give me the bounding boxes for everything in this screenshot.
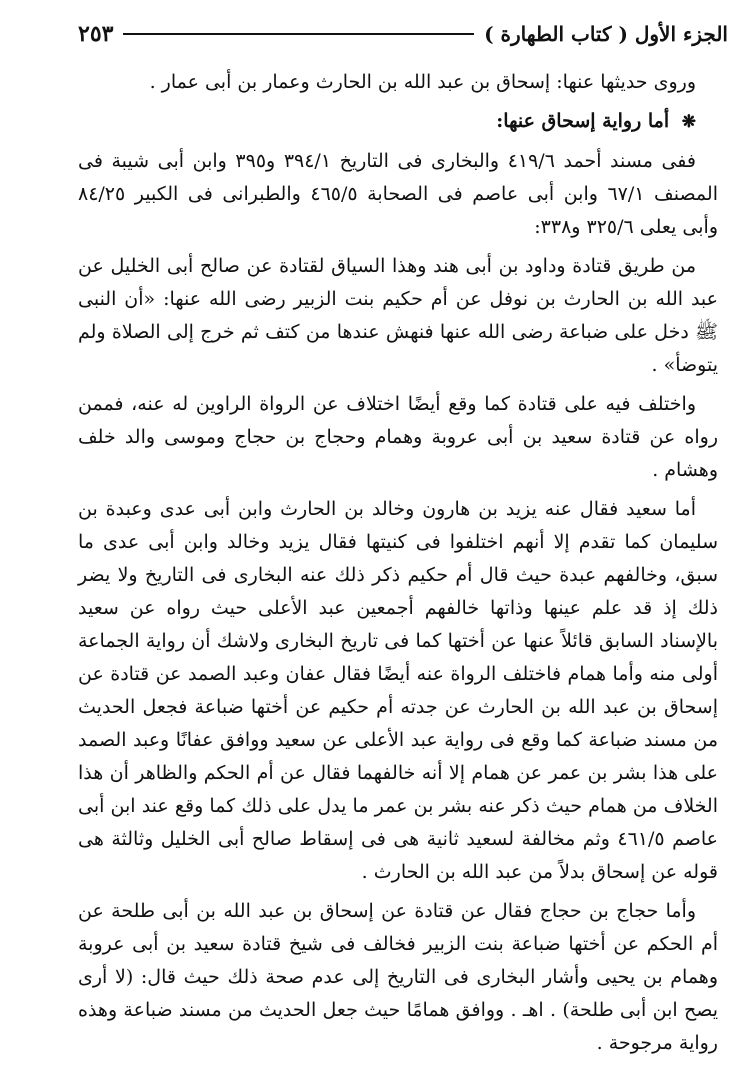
paragraph-hajjaj: وأما حجاج بن حجاج فقال عن قتادة عن إسحاق بن عبد الله بن أبى طلحة عن أم الحكم عن أختها ضباعة بنت الزبير فخالف فى شيخ قتادة سعيد بن أبى عروبة وهمام بن يحيى وأشار البخارى فى التاريخ إلى عدم صحة ذلك حيث قال: (لا أرى يصح ابن أبى طلحة) . اهـ . ووافق همامًا حيث جعل الحديث من مسند ضباعة وهذه رواية مرجوحة . [78, 900, 718, 1054]
header-title: الجزء الأول ( كتاب الطهارة ) [484, 22, 728, 46]
paragraph-sources: ففى مسند أحمد ٤١٩/٦ والبخارى فى التاريخ ٣٩٤/١ و٣٩٥ وابن أبى شيبة فى المصنف ٦٧/١ وابن أبى عاصم فى الصحابة ٤٦٥/٥ والطبرانى فى الكبير ٨٤/٢٥ وأبى يعلى ٣٢٥/٦ و٣٣٨: [78, 150, 718, 238]
paragraph-said: أما سعيد فقال عنه يزيد بن هارون وخالد بن الحارث وابن أبى عدى وعبدة بن سليمان كما تقدم إلا أنهم اختلفوا فى كنيتها فقال يزيد وخالد وابن أبى عدى ما سبق، وخالفهم عبدة حيث قال أم حكيم ذكر ذلك عنه البخارى فى التاريخ ولا يضر ذلك إذ قد علم عينها وذاتها خالفهم أجمعين عبد الأعلى حيث رواه عن سعيد بالإسناد السابق قائلاً عنها عن أختها كما فى تاريخ البخارى ولاشك أن رواية الجماعة أولى منه وأما همام فاختلف الرواة عنه أيضًا فقال عفان وعبد الصمد عن قتادة عن إسحاق بن عبد الله بن الحارث عن جدته أم حكيم عن أختها ضباعة فجعل الحديث من مسند ضباعة كما وقع فى رواية عبد الأعلى عن سعيد ووافق عفانًا وعبد الصمد على هذا بشر بن عمر عن همام إلا أنه خالفهما فقال عن أم الحكم والظاهر أن هذا الخلاف من همام حيث ذكر عنه بشر بن عمر ما يدل على ذلك كما وقع عند ابن أبى عاصم ٤٦١/٥ وثم مخالفة لسعيد ثانية هى فى إسقاط صالح أبى الخليل وثالثة هى قوله عن إسحاق بدلاً من عبد الله بن الحارث . [78, 498, 719, 883]
section-heading [78, 105, 718, 139]
paragraph-narrators: وروى حديثها عنها: إسحاق بن عبد الله بن الحارث وعمار بن أبى عمار . [149, 71, 696, 93]
section-heading-text: أما رواية إسحاق عنها: [496, 110, 670, 132]
paragraph-hadith: من طريق قتادة وداود بن أبى هند وهذا السياق لقتادة عن صالح أبى الخليل عن عبد الله بن الحارث بن نوفل عن أم حكيم بنت الزبير رضى الله عنها: «أن النبى ﷺ دخل على ضباعة رضى الله عنها فنهش عندها من كتف ثم خرج إلى الصلاة ولم يتوضأ» . [78, 255, 718, 376]
header-rule [123, 33, 474, 35]
paragraph-disagreement: واختلف فيه على قتادة كما وقع أيضًا اختلاف عن الرواة الراوين له عنه، فممن رواه عن قتادة سعيد بن أبى عروبة وهمام وحجاج بن حجاج وموسى والد خلف وهشام . [78, 393, 718, 481]
page-body [78, 66, 718, 1066]
running-header [78, 16, 728, 52]
page-number: ٢٥٣ [78, 21, 114, 47]
star-bullet-icon: ❋ [681, 112, 696, 132]
